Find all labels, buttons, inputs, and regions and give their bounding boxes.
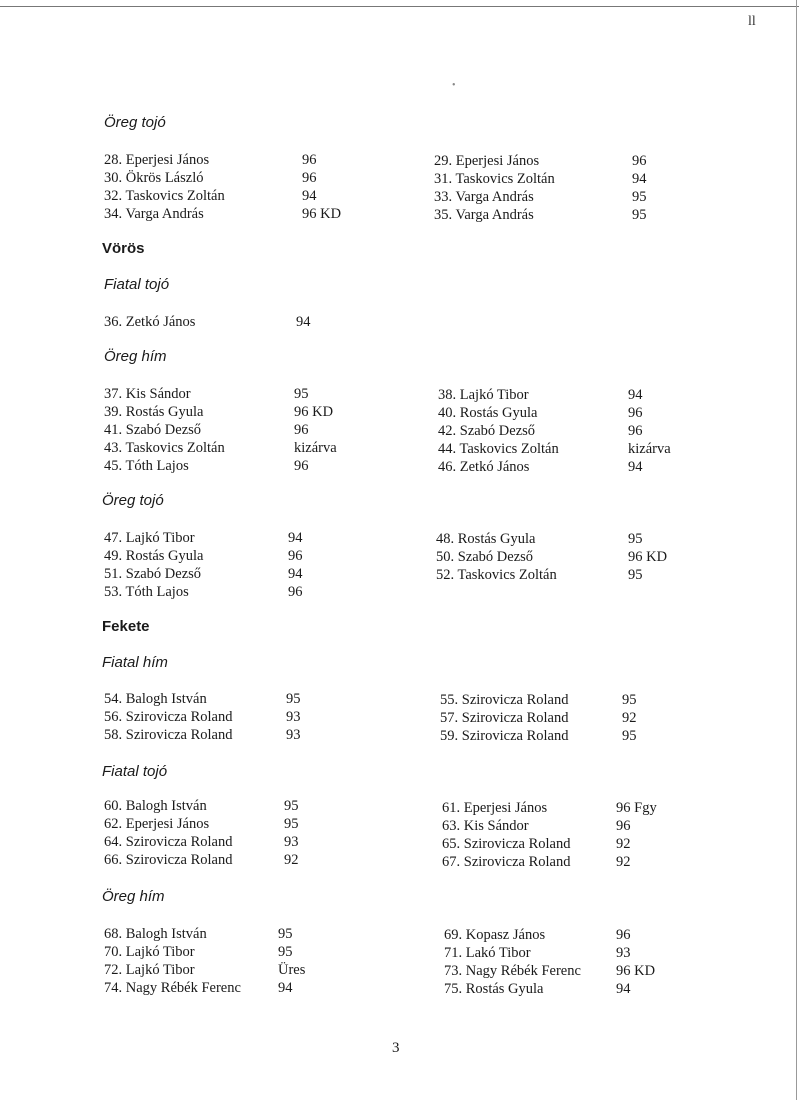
entry-name: 64. Szirovicza Roland: [104, 834, 233, 850]
entry-score: 96 KD: [302, 206, 342, 222]
entry-name: 48. Rostás Gyula: [436, 531, 536, 547]
entry-name: 56. Szirovicza Roland: [104, 709, 233, 725]
entry-score: 95: [284, 798, 299, 814]
entry-name: 52. Taskovics Zoltán: [436, 567, 557, 583]
section-heading: Fiatal tojó: [102, 763, 168, 780]
entry-name: 62. Eperjesi János: [104, 816, 210, 832]
entry-score: 95: [278, 926, 293, 942]
entry-score: 94: [278, 980, 293, 996]
entry-score: 95: [622, 692, 637, 708]
entry-score: 96 Fgy: [616, 800, 657, 816]
entry-score: 96: [616, 927, 631, 943]
entry-name: 71. Lakó Tibor: [444, 945, 531, 961]
section-heading: Fiatal hím: [102, 654, 168, 671]
entry-name: 36. Zetkó János: [104, 314, 196, 330]
entry-name: 41. Szabó Dezső: [104, 422, 202, 438]
entry-name: 66. Szirovicza Roland: [104, 852, 233, 868]
section-heading: Öreg tojó: [104, 114, 166, 131]
entry-score: 95: [284, 816, 299, 832]
page-number: 3: [392, 1040, 400, 1056]
entry-name: 60. Balogh István: [104, 798, 207, 814]
entry-score: 96: [294, 422, 309, 438]
entry-name: 70. Lajkó Tibor: [104, 944, 195, 960]
entry-score: 96: [628, 423, 643, 439]
entry-score: 92: [616, 836, 631, 852]
entry-score: 95: [278, 944, 293, 960]
entry-name: 55. Szirovicza Roland: [440, 692, 569, 708]
entry-name: 31. Taskovics Zoltán: [434, 171, 555, 187]
corner-mark: ll: [748, 14, 756, 29]
right-border-line: [796, 0, 797, 1100]
section-heading: Öreg hím: [102, 888, 165, 905]
entry-name: 32. Taskovics Zoltán: [104, 188, 225, 204]
entry-name: 54. Balogh István: [104, 691, 207, 707]
entry-score: 96: [616, 818, 631, 834]
entry-score: 93: [616, 945, 631, 961]
entry-name: 75. Rostás Gyula: [444, 981, 544, 997]
entry-name: 59. Szirovicza Roland: [440, 728, 569, 744]
entry-score: 96: [302, 152, 317, 168]
entry-name: 34. Varga András: [104, 206, 204, 222]
entry-score: 92: [622, 710, 637, 726]
speck-mark: •: [452, 80, 456, 91]
entry-name: 63. Kis Sándor: [442, 818, 529, 834]
entry-name: 35. Varga András: [434, 207, 534, 223]
entry-score: 96 KD: [616, 963, 656, 979]
entry-score: 94: [288, 530, 303, 546]
entry-score: 95: [628, 531, 643, 547]
entry-name: 73. Nagy Rébék Ferenc: [444, 963, 581, 979]
entry-name: 68. Balogh István: [104, 926, 207, 942]
section-heading: Vörös: [102, 240, 145, 257]
entry-score: 94: [288, 566, 303, 582]
entry-score: 94: [302, 188, 317, 204]
entry-name: 33. Varga András: [434, 189, 534, 205]
entry-score: 92: [616, 854, 631, 870]
entry-score: Üres: [278, 962, 306, 978]
entry-name: 61. Eperjesi János: [442, 800, 548, 816]
entry-name: 43. Taskovics Zoltán: [104, 440, 225, 456]
entry-score: 95: [622, 728, 637, 744]
entry-score: 95: [632, 189, 647, 205]
entry-score: 94: [628, 387, 643, 403]
section-heading: Fiatal tojó: [104, 276, 170, 293]
entry-score: 93: [286, 709, 301, 725]
section-heading: Öreg tojó: [102, 492, 164, 509]
entry-score: 96 KD: [294, 404, 334, 420]
entry-name: 50. Szabó Dezső: [436, 549, 534, 565]
entry-score: 96: [294, 458, 309, 474]
entry-score: 94: [296, 314, 311, 330]
entry-score: 94: [628, 459, 643, 475]
entry-name: 29. Eperjesi János: [434, 153, 540, 169]
entry-name: 40. Rostás Gyula: [438, 405, 538, 421]
entry-score: 96: [632, 153, 647, 169]
entry-name: 57. Szirovicza Roland: [440, 710, 569, 726]
entry-name: 30. Ökrös László: [104, 170, 204, 186]
entry-score: 94: [632, 171, 647, 187]
entry-name: 47. Lajkó Tibor: [104, 530, 195, 546]
entry-name: 67. Szirovicza Roland: [442, 854, 571, 870]
section-heading: Öreg hím: [104, 348, 167, 365]
entry-name: 53. Tóth Lajos: [104, 584, 189, 600]
entry-score: 96: [628, 405, 643, 421]
entry-score: kizárva: [294, 440, 337, 456]
entry-score: 93: [286, 727, 301, 743]
entry-score: 95: [632, 207, 647, 223]
entry-name: 42. Szabó Dezső: [438, 423, 536, 439]
entry-score: 92: [284, 852, 299, 868]
entry-score: 96: [302, 170, 317, 186]
entry-name: 46. Zetkó János: [438, 459, 530, 475]
entry-score: 95: [294, 386, 309, 402]
entry-name: 39. Rostás Gyula: [104, 404, 204, 420]
entry-score: 96 KD: [628, 549, 668, 565]
entry-name: 37. Kis Sándor: [104, 386, 191, 402]
entry-name: 58. Szirovicza Roland: [104, 727, 233, 743]
entry-name: 44. Taskovics Zoltán: [438, 441, 559, 457]
entry-name: 51. Szabó Dezső: [104, 566, 202, 582]
top-border-line: [0, 6, 799, 7]
entry-score: 96: [288, 548, 303, 564]
entry-name: 72. Lajkó Tibor: [104, 962, 195, 978]
entry-name: 38. Lajkó Tibor: [438, 387, 529, 403]
entry-name: 45. Tóth Lajos: [104, 458, 189, 474]
entry-name: 28. Eperjesi János: [104, 152, 210, 168]
entry-score: kizárva: [628, 441, 671, 457]
entry-score: 94: [616, 981, 631, 997]
entry-score: 95: [286, 691, 301, 707]
entry-score: 95: [628, 567, 643, 583]
entry-name: 74. Nagy Rébék Ferenc: [104, 980, 241, 996]
section-heading: Fekete: [102, 618, 150, 635]
entry-name: 65. Szirovicza Roland: [442, 836, 571, 852]
entry-score: 96: [288, 584, 303, 600]
entry-name: 49. Rostás Gyula: [104, 548, 204, 564]
entry-score: 93: [284, 834, 299, 850]
entry-name: 69. Kopasz János: [444, 927, 546, 943]
